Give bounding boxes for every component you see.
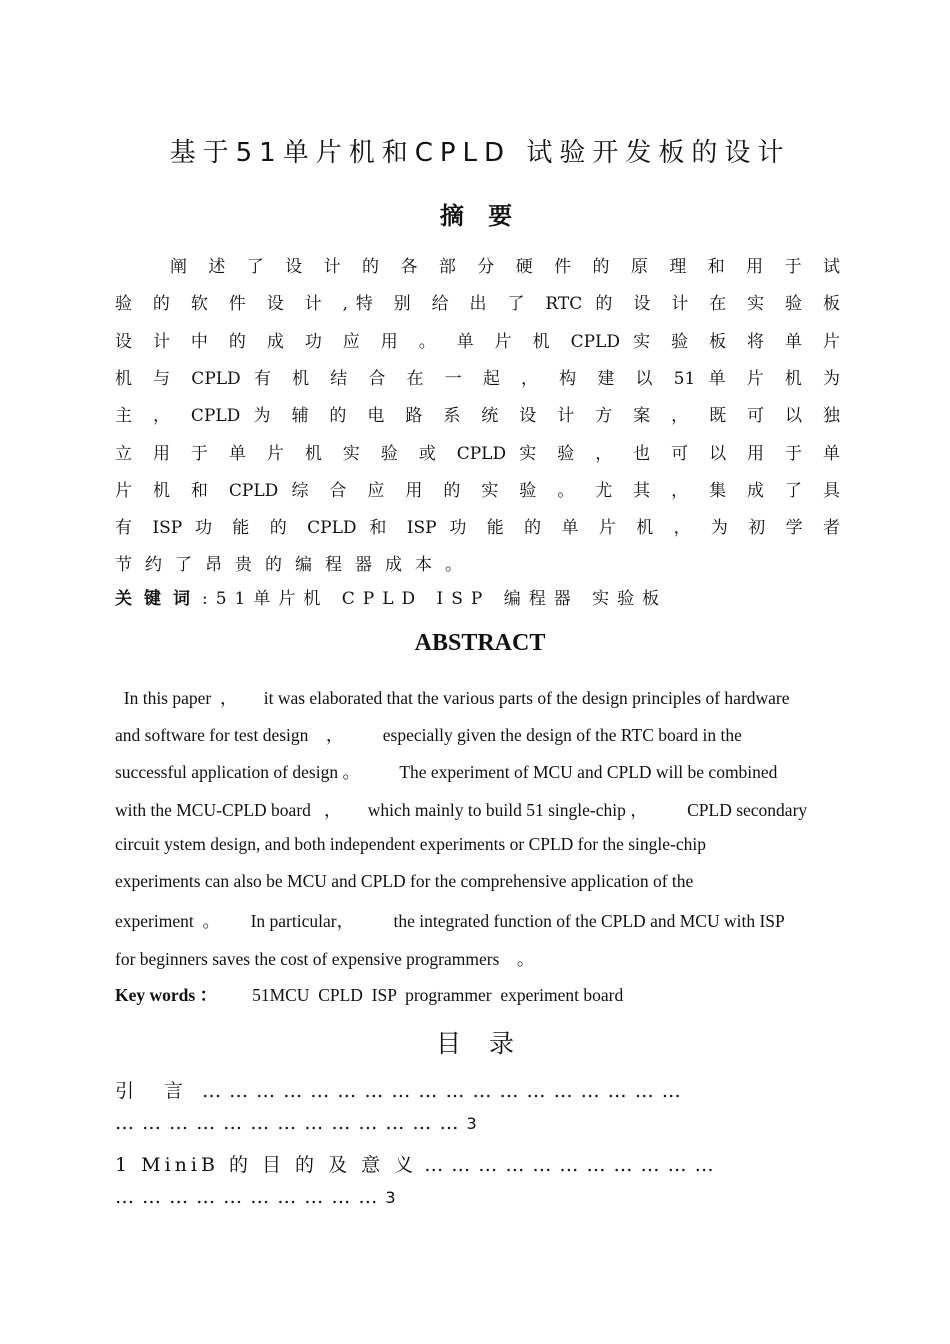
abstract-cn-line: 机 与 CPLD 有 机 结 合 在 一 起 ， 构 建 以 51 单 片 机 为 [115, 369, 840, 389]
abstract-cn-heading: 摘 要 [439, 202, 521, 230]
keywords-en-label: Key words ： [115, 985, 218, 1005]
abstract-cn-line: 主 ， CPLD 为 辅 的 电 路 系 统 设 计 方 案 ， 既 可 以 独 [115, 406, 840, 426]
toc-leader-dots: … … … … … … … … … … [115, 1186, 386, 1208]
abstract-cn-line: 立 用 于 单 片 机 实 验 或 CPLD 实 验 ， 也 可 以 用 于 单 [115, 444, 840, 464]
toc-leader-dots: … … … … … … … … … … … … … [115, 1112, 467, 1134]
document-title: 基于51单片机和CPLD 试验开发板的设计 [169, 138, 791, 168]
abstract-cn-line: 有 ISP 功 能 的 CPLD 和 ISP 功 能 的 单 片 机 ， 为 初 学 者 [115, 518, 840, 538]
abstract-en-line: experiments can also be MCU and CPLD for the comprehensive application of the [115, 871, 694, 891]
toc-leader-dots: … … … … … … … … … … … [417, 1154, 715, 1176]
toc-heading: 目 录 [436, 1029, 524, 1058]
abstract-en-line: and software for test design ， especially given the design of the RTC board in the [115, 725, 742, 745]
toc-entry-label: 引 言 [115, 1080, 196, 1102]
abstract-en-line: successful application of design 。 The experiment of MCU and CPLD will be combined [115, 762, 778, 782]
keywords-cn-text: :51单片机 CPLD ISP 编程器 实验板 [202, 589, 668, 609]
toc-entry[interactable] [115, 1150, 715, 1177]
abstract-cn-line: 阐 述 了 设 计 的 各 部 分 硬 件 的 原 理 和 用 于 试 [170, 257, 840, 277]
keywords-cn-label: 关键词 [115, 589, 202, 609]
abstract-en-line: for beginners saves the cost of expensive programmers 。 [115, 949, 535, 969]
toc-page-number: 3 [466, 1114, 478, 1133]
abstract-en-line: experiment 。 In particular， the integrated function of the CPLD and MCU with ISP [115, 911, 785, 931]
abstract-en-line: circuit ystem design, and both independent experiments or CPLD for the single-chip [115, 834, 706, 854]
abstract-cn-line: 片 机 和 CPLD 综 合 应 用 的 实 验 。 尤 其 ， 集 成 了 具 [115, 481, 840, 501]
abstract-cn-line: 验 的 软 件 设 计 ,特 别 给 出 了 RTC 的 设 计 在 实 验 板 [115, 294, 840, 314]
toc-page-number: 3 [385, 1188, 397, 1207]
abstract-en-heading: ABSTRACT [414, 630, 546, 656]
abstract-en-line: In this paper ， it was elaborated that the various parts of the design principles of hardware [115, 688, 790, 708]
toc-entry-continuation[interactable] [115, 1186, 397, 1208]
keywords-en-text: 51MCU CPLD ISP programmer experiment board [217, 985, 624, 1005]
abstract-cn-line: 设 计 中 的 成 功 应 用 。 单 片 机 CPLD 实 验 板 将 单 片 [115, 332, 840, 352]
abstract-en-line: with the MCU-CPLD board ， which mainly to build 51 single-chip ， CPLD secondary [115, 800, 808, 820]
abstract-cn-line: 节约了昂贵的编程器成本。 [115, 555, 475, 575]
keywords-cn [115, 584, 667, 609]
toc-entry[interactable] [115, 1076, 682, 1103]
toc-entry-label: 1 MiniB 的 目 的 及 意 义 [115, 1154, 418, 1176]
keywords-en [115, 982, 623, 1007]
toc-entry-continuation[interactable] [115, 1112, 478, 1134]
toc-leader-dots: … … … … … … … … … … … … … … … … … … [195, 1080, 682, 1102]
